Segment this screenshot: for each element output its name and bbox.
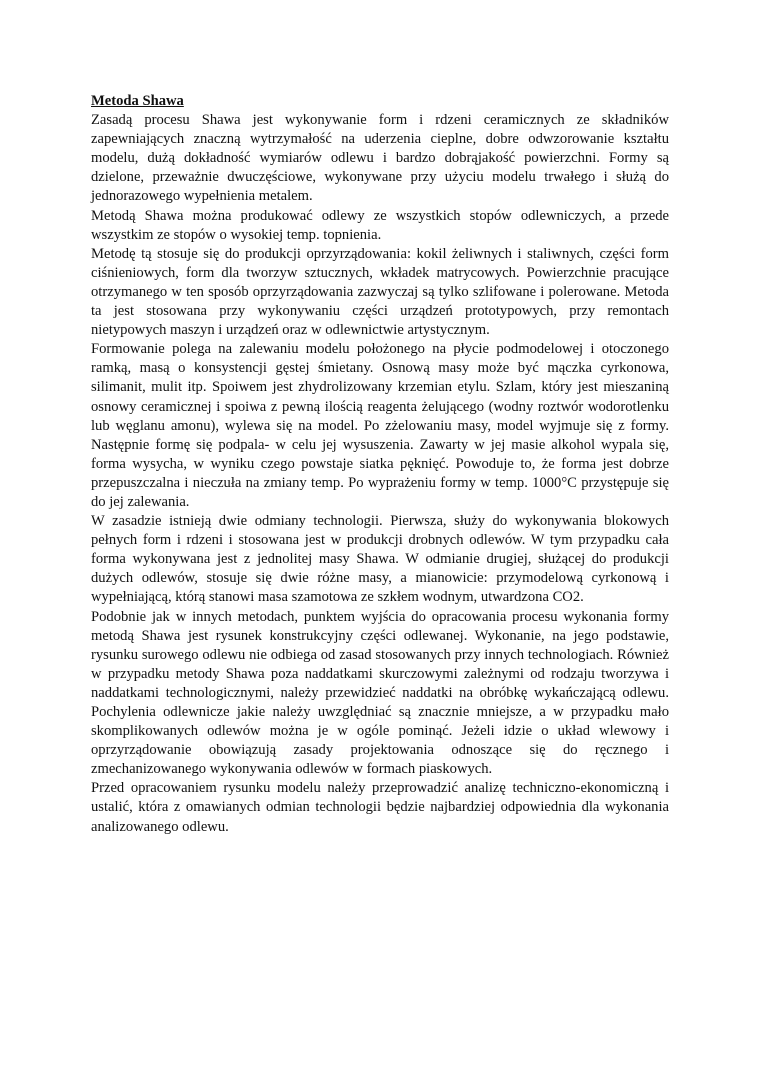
paragraph-design: Podobnie jak w innych metodach, punktem wyjścia do opracowania procesu wykonania formy metodą Shawa jest rysunek konstrukcyjny części odlewanej. Wykonanie, na jego podstawie, rysunku surowego odlewu nie odbiega od zasad stosowanych przy innych technologiach. Również w przypadku metody Shawa poza naddatkami skurczowymi zależnymi od rodzaju tworzywa i naddatkami technologicznymi, należy przewidzieć naddatki na obróbkę wykańczającą odlewu. Pochylenia odlewnicze jakie należy uwzględniać są znacznie mniejsze, a w przypadku mało skomplikowanych odlewów można je w ogóle pominąć. Jeżeli idzie o układ wlewowy i oprzyrządowanie obowiązują zasady projektowania odnoszące się do ręcznego i zmechanizowanego wykonywania odlewów w formach piaskowych. — [91, 608, 669, 778]
paragraph-applications: Metodę tą stosuje się do produkcji oprzyrządowania: kokil żeliwnych i staliwnych, części form ciśnieniowych, form dla tworzyw sztucznych, wkładek matrycowych. Powierzchnie pracujące otrzymanego w ten sposób oprzyrządowania zazwyczaj są tylko szlifowane i polerowane. Metoda ta jest stosowana przy wykonywaniu części urządzeń prototypowych, przy remontach nietypowych maszyn i urządzeń oraz w odlewnictwie artystycznym. — [91, 245, 669, 339]
paragraph-variants: W zasadzie istnieją dwie odmiany technologii. Pierwsza, służy do wykonywania blokowych pełnych form i rdzeni i stosowana jest w produkcji drobnych odlewów. W tym przypadku cała forma wykonywana jest z jednolitej masy Shawa. W odmianie drugiej, służącej do produkcji dużych odlewów, stosuje się dwie różne masy, a mianowicie: przymodelową cyrkonową i wypełniającą, którą stanowi masa szamotowa ze szkłem wodnym, utwardzona CO2. — [91, 513, 669, 606]
document-title: Metoda Shawa — [91, 93, 184, 109]
document-body — [91, 92, 669, 837]
paragraph-principle: Zasadą procesu Shawa jest wykonywanie form i rdzeni ceramicznych ze składników zapewniających znaczną wytrzymałość na uderzenia cieplne, dobre odwzorowanie kształtu modelu, dużą dokładność wymiarów odlewu i bardzo dobrąjakość powierzchni. Formy są dzielone, przeważnie dwuczęściowe, wykonywane przy użyciu modelu trwałego i służą do jednorazowego wypełnienia metalem. — [91, 112, 669, 205]
paragraph-forming: Formowanie polega na zalewaniu modelu położonego na płycie podmodelowej i otoczonego ramką, masą o konsystencji gęstej śmietany. Osnową masy może być mączka cyrkonowa, silimanit, mulit itp. Spoiwem jest zhydrolizowany krzemian etylu. Szlam, który jest mieszaniną osnowy ceramicznej i spoiwa z pewną ilością reagenta żelującego (wodny roztwór wodorotlenku lub węglanu amonu), wylewa się na model. Po zżelowaniu masy, model wyjmuje się z formy. Następnie formę się podpala- w celu jej wysuszenia. Zawarty w jej masie alkohol wypala się, forma wysycha, w wyniku czego powstaje siatka pęknięć. Powoduje to, że forma jest dobrze przepuszczalna i nieczuła na zmiany temp. Po wyprażeniu formy w temp. 1000°C przystępuje się do jej zalewania. — [91, 341, 669, 510]
paragraph-analysis: Przed opracowaniem rysunku modelu należy przeprowadzić analizę techniczno-ekonomiczną i ustalić, która z omawianych odmian technologii będzie najbardziej odpowiednia dla wykonania analizowanego odlewu. — [91, 780, 669, 835]
paragraph-alloys: Metodą Shawa można produkować odlewy ze wszystkich stopów odlewniczych, a przede wszystkim ze stopów o wysokiej temp. topnienia. — [91, 207, 669, 243]
